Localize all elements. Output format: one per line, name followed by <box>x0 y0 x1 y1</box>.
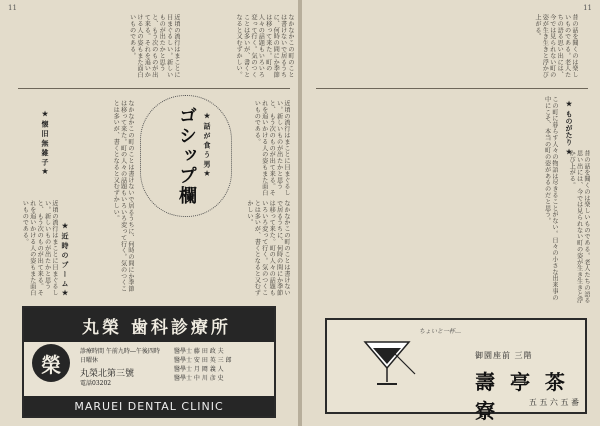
body-text-block: なかなかこの町のことは書けないで居るうちに、何時の間にか季節は移って来た。町の人々の話題もいろいろ変って行く。気のつくことは多いが、書くとなると又むずかしい。 <box>235 14 294 78</box>
clinic-holiday: 日曜休 <box>80 357 99 364</box>
ad-scribble: ちょいと一杯… <box>419 328 462 335</box>
body-text-block: なかなかこの町のことは書けないで居るうちに、何時の間にか季節は移って来た。町の人々の話題もいろいろ変って行く。気のつくことは多いが、書くとなると又むずかしい。 <box>245 200 290 296</box>
clinic-phone: 電話03202 <box>80 380 112 387</box>
body-text-block: 近頃の流行はまことに目まぐるしい。新しいものが出たかと思うと、もう次のものが出て来る。それを追いかける人の姿もまた面白いものである。 <box>128 14 180 78</box>
clinic-doctor: 醫學士 中 川 彦 史 <box>174 375 224 382</box>
gossip-column-badge <box>140 95 232 217</box>
section-heading: ★ 話 が 食 う 男 ★ <box>203 112 212 178</box>
teahouse-phone: 五 五 六 五 番 <box>528 398 579 407</box>
body-text-block: なかなかこの町のことは書けないで居るうちに、何時の間にか季節は移って来た。町の人々の話題もいろいろ変って行く。気のつくことは多いが、書くとなると又むずかしい。 <box>112 100 134 292</box>
clinic-hours: 診療時間 午前九時―午後四時 <box>80 348 160 355</box>
clinic-doctor: 醫學士 藤 田 政 夫 <box>174 348 224 355</box>
divider <box>316 88 588 89</box>
clinic-address: 丸榮北第三號 <box>80 369 135 379</box>
page-number-left: 11 <box>8 4 17 12</box>
clinic-logo-icon: 榮 <box>32 344 70 382</box>
cocktail-glass-icon <box>357 328 417 388</box>
gossip-column-title: ゴシップ欄 <box>176 106 197 206</box>
teahouse-name: 壽 亭 茶 寮 <box>475 370 569 423</box>
section-heading: ★ 懐 旧 無 雑 子 ★ <box>41 110 50 176</box>
clinic-doctor: 醫學士 安 田 英 三 郎 <box>174 357 232 364</box>
section-heading: ★ ものがたり ★ <box>565 100 574 156</box>
teahouse-ad <box>325 318 587 423</box>
divider <box>18 88 290 89</box>
body-text-block: 近頃の流行はまことに目まぐるしい。新しいものが出たかと思うと、もう次のものが出て来る。それを追いかける人の姿もまた面白いものである。 <box>253 100 290 196</box>
body-text-block: 昔の話を聞くのは楽しいものである。老人たちの語る思い出には、今では見られない町の姿が生き生きと浮かび上がる。 <box>568 150 590 304</box>
body-text-block: この町に暮らす人々の物語は尽きることがない。日々の小さな出来事の中にこそ、本当の町の姿があるのだと思う。 <box>543 96 558 301</box>
dental-clinic-ad <box>22 306 276 418</box>
teahouse-location: 御園座前 三階 <box>475 351 533 360</box>
body-text-block: 昔の話を聞くのは楽しいものである。老人たちの語る思い出には、今では見られない町の姿が生き生きと浮かび上がる。 <box>533 14 578 78</box>
clinic-english-name: MARUEI DENTAL CLINIC <box>24 396 274 416</box>
clinic-name-banner <box>24 308 274 342</box>
page-number-right: 11 <box>583 4 592 12</box>
section-heading: ★ 近 時 の ブ ー ム ★ <box>61 222 70 298</box>
clinic-name: 丸榮 歯科診療所 <box>82 318 231 338</box>
body-text-block: 近頃の流行はまことに目まぐるしい。新しいものが出たかと思うと、もう次のものが出て来る。それを追いかける人の姿もまた面白いものである。 <box>21 200 58 296</box>
clinic-doctor: 醫學士 月 岡 義 人 <box>174 366 224 373</box>
